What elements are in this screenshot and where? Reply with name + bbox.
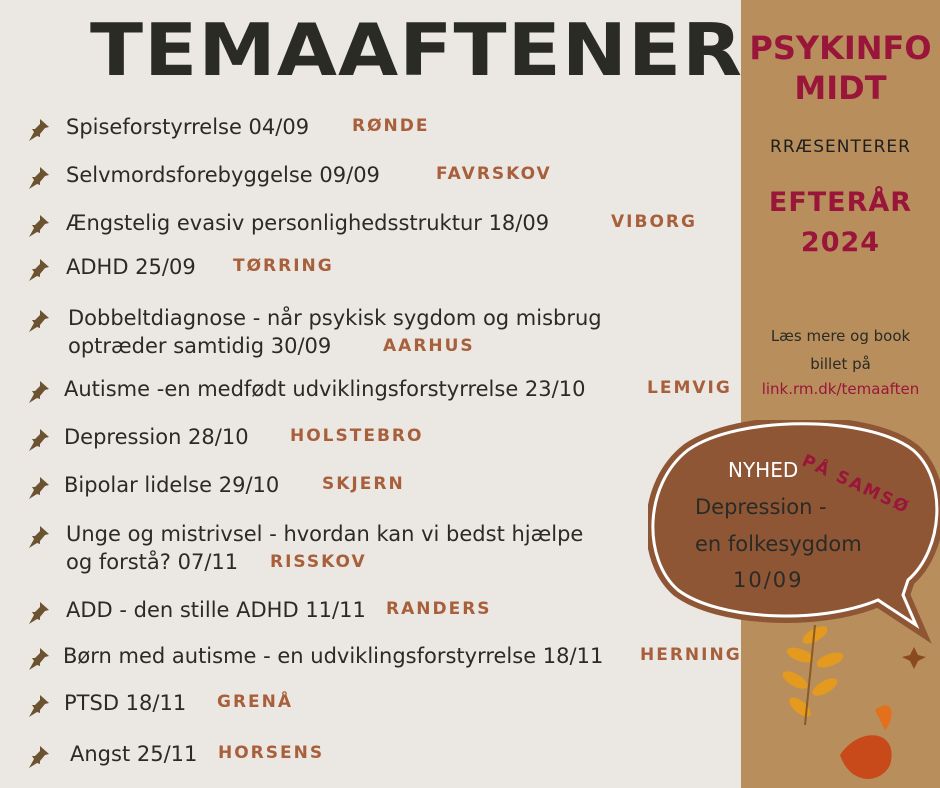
pushpin-icon xyxy=(26,378,54,404)
event-topic: Angst 25/11 xyxy=(70,742,198,766)
news-topic-line2: en folkesygdom xyxy=(695,532,862,556)
pushpin-icon xyxy=(26,523,54,549)
read-more-text xyxy=(741,322,940,378)
pushpin-icon xyxy=(26,256,54,282)
pushpin-icon xyxy=(26,307,54,333)
event-topic: Bipolar lidelse 29/10 xyxy=(64,473,280,497)
event-location: HOLSTEBRO xyxy=(290,426,424,446)
presents-text: RRÆSENTERER xyxy=(770,137,911,157)
event-location: RISSKOV xyxy=(270,552,367,572)
season-line1: EFTERÅR xyxy=(768,187,913,218)
readmore-line2: billet på xyxy=(810,355,871,373)
event-topic: Dobbeltdiagnose - når psykisk sygdom og misbrug xyxy=(68,306,602,330)
booking-link[interactable]: link.rm.dk/temaaften xyxy=(761,380,920,398)
pushpin-icon xyxy=(26,212,54,238)
season-year: 2024 xyxy=(800,227,881,258)
event-topic: ADHD 25/09 xyxy=(66,255,196,279)
event-location: SKJERN xyxy=(322,474,405,494)
event-location: LEMVIG xyxy=(647,378,732,398)
brand xyxy=(741,28,940,108)
event-location: TØRRING xyxy=(233,256,334,276)
event-topic: Spiseforstyrrelse 04/09 xyxy=(66,115,310,139)
event-location: VIBORG xyxy=(611,212,697,232)
brand-line1: PSYKINFO xyxy=(749,29,932,67)
brand-line2: MIDT xyxy=(794,69,887,107)
news-topic-line1: Depression - xyxy=(695,495,827,519)
event-location: FAVRSKOV xyxy=(436,164,552,184)
event-topic: ADD - den stille ADHD 11/11 xyxy=(66,598,366,622)
pushpin-icon xyxy=(26,692,54,718)
news-date: 10/09 xyxy=(733,568,804,592)
event-topic-line2: og forstå? 07/11 xyxy=(66,550,239,574)
pushpin-icon xyxy=(26,743,54,769)
pushpin-icon xyxy=(26,474,54,500)
event-topic: PTSD 18/11 xyxy=(64,691,187,715)
event-topic-line2: optræder samtidig 30/09 xyxy=(68,334,332,358)
event-location: GRENÅ xyxy=(217,692,294,712)
page-title: TEMAAFTENER xyxy=(90,8,744,92)
event-topic: Ængstelig evasiv personlighedsstruktur 18/09 xyxy=(66,211,550,235)
pushpin-icon xyxy=(26,645,54,671)
event-topic: Depression 28/10 xyxy=(64,425,249,449)
pushpin-icon xyxy=(26,116,54,142)
event-location: AARHUS xyxy=(383,336,475,356)
event-location: HORSENS xyxy=(218,743,325,763)
pushpin-icon xyxy=(26,426,54,452)
event-topic: Selvmordsforebyggelse 09/09 xyxy=(66,163,380,187)
event-topic: Unge og mistrivsel - hvordan kan vi bedst hjælpe xyxy=(66,522,584,546)
pushpin-icon xyxy=(26,164,54,190)
event-location: RANDERS xyxy=(386,599,492,619)
location-tag: PÅ SAMSØ xyxy=(798,450,913,519)
readmore-line1: Læs mere og book xyxy=(770,327,911,345)
pushpin-icon xyxy=(26,599,54,625)
season xyxy=(741,183,940,263)
event-topic: Børn med autisme - en udviklingsforstyrrelse 18/11 xyxy=(63,644,604,668)
autumn-leaves-icon xyxy=(770,615,940,788)
event-location: HERNING xyxy=(640,645,742,665)
event-topic: Autisme -en medfødt udviklingsforstyrrelse 23/10 xyxy=(64,377,586,401)
news-label: NYHED xyxy=(728,458,799,482)
event-location: RØNDE xyxy=(352,116,430,136)
